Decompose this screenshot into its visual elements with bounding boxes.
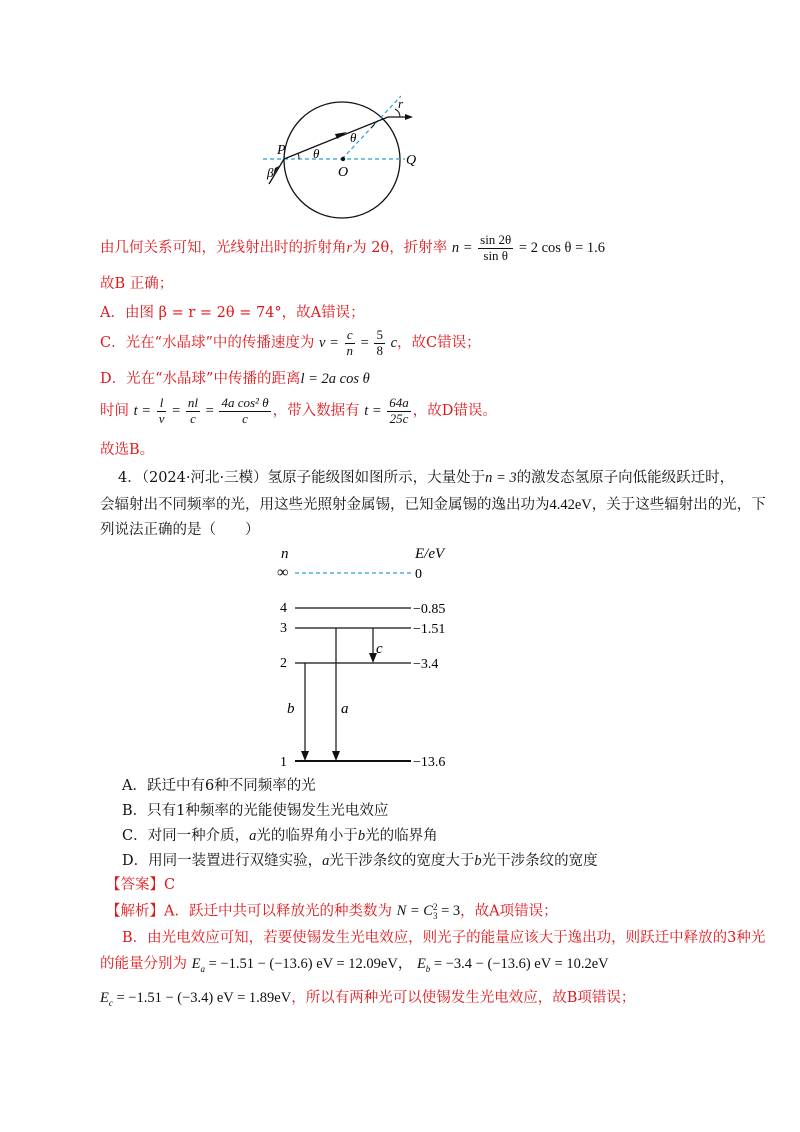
level-n-4: 4: [280, 601, 287, 616]
level-n-2: 2: [280, 656, 287, 671]
question4-line-2: 会辐射出不同频率的光，用这些光照射金属锡，已知金属锡的逸出功为4.42eV，关于这些辐射出的光，下: [100, 497, 766, 513]
exit-arrowhead: [405, 114, 413, 120]
transition-a-arrowhead: [332, 751, 340, 761]
analysis-line-1: 【解析】A．跃迁中共可以释放光的种类数为 N = C 2 3 = 3，故A项错误；: [106, 902, 558, 921]
solution-line-6: 时间 t = $\frac{l}{v}$ = $\frac{nl}{c}$ = $\frac{\text{4a cos² θ}}{c}$ ，带入数据有 t = $\frac{64a}{25c}$ ，故D错误。: [100, 395, 497, 426]
level-E-inf: 0: [415, 567, 422, 582]
solution-line-7: 故选B。: [100, 442, 155, 458]
level-n-1: 1: [280, 755, 287, 770]
header-E: E/eV: [415, 546, 445, 562]
level-n-inf: ∞: [277, 564, 289, 581]
solution-line-4: C．光在“水晶球”中的传播速度为 v = $\frac{c}{n}$ = $\frac{5}{8}$ c，故C错误；: [100, 327, 481, 358]
level-E-2: −3.4: [413, 657, 439, 672]
level-E-1: −13.6: [413, 755, 446, 770]
analysis-line-2: B．由光电效应可知，若要使锡发生光电效应，则光子的能量应该大于逸出功，则跃迁中释放的3种光: [122, 930, 766, 946]
option-B: B．只有1种频率的光能使锡发生光电效应: [122, 803, 389, 819]
solution-line-3: A．由图 β = r = 2θ = 74°，故A错误；: [100, 305, 365, 321]
question4-line-1: 4．（2024·河北·三模）氢原子能级图如图所示，大量处于n = 3的激发态氢原子向低能级跃迁时，: [118, 470, 735, 486]
analysis-line-3: 的能量分别为 $E_a = -1.51 - (-13.6)$ eV = 12.09eV， $E_b = -3.4 - (-13.6)$ eV = 10.2eV: [100, 956, 609, 974]
option-A: A．跃迁中有6种不同频率的光: [122, 778, 316, 794]
transition-b-label: b: [287, 701, 295, 717]
incident-arrowhead: [273, 166, 279, 176]
transition-c-label: c: [376, 641, 383, 657]
solution-line-5: D．光在“水晶球”中传播的距离l = 2a cos θ: [100, 371, 370, 387]
answer-line: 【答案】C: [106, 877, 176, 893]
question4-line-3: 列说法正确的是（ ）: [100, 522, 260, 538]
solution-line-2: 故B 正确；: [100, 276, 174, 292]
energy-level-diagram: [265, 538, 465, 770]
label-r: r: [398, 96, 404, 111]
label-P: P: [277, 143, 286, 158]
label-theta-left: θ: [313, 146, 320, 161]
level-E-3: −1.51: [413, 622, 446, 637]
refraction-figure: [255, 90, 425, 230]
option-D: D．用同一装置进行双缝实验，a光干涉条纹的宽度大于b光干涉条纹的宽度: [122, 853, 598, 869]
label-theta-top: θ: [350, 130, 357, 145]
header-n: n: [281, 546, 289, 562]
angle-arc-left: [298, 153, 299, 159]
solution-line-1: 由几何关系可知，光线射出时的折射角r为 2θ，折射率 n = $\frac{\sin 2\theta}{\text{sin θ}}$ = 2 cos θ = 1.6: [100, 232, 606, 263]
label-Q: Q: [406, 153, 417, 168]
label-beta: β: [267, 165, 274, 180]
transition-b-arrowhead: [301, 751, 309, 761]
option-C: C．对同一种介质，a光的临界角小于b光的临界角: [122, 828, 438, 844]
internal-arrowhead: [335, 132, 347, 139]
analysis-line-4: $E_c = -1.51 - (-3.4)$ eV = 1.89eV，所以有两种光可以使锡发生光电效应，故B项错误；: [100, 990, 636, 1008]
center-point: [341, 157, 345, 161]
level-n-3: 3: [280, 621, 287, 636]
level-E-4: −0.85: [413, 602, 446, 617]
transition-a-label: a: [341, 701, 349, 717]
internal-ray: [284, 117, 388, 159]
label-O: O: [338, 165, 349, 180]
